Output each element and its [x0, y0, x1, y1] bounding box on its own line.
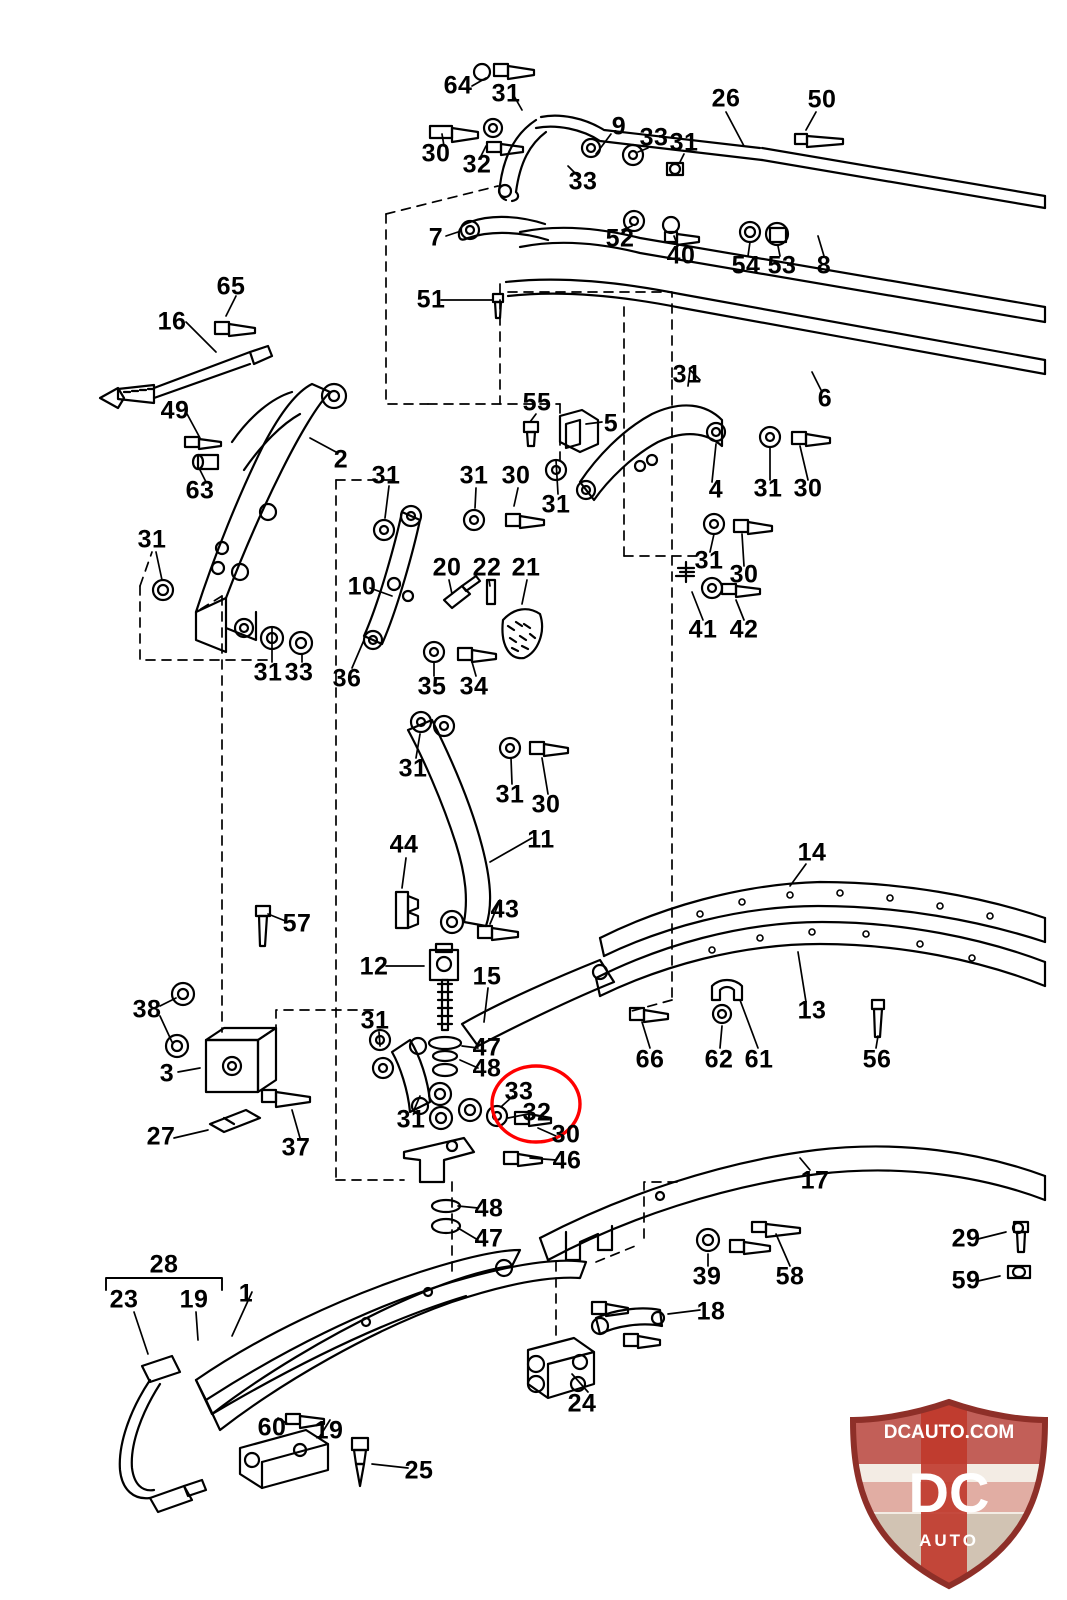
callout-42-41: 42 [729, 615, 759, 644]
callout-31-27: 31 [459, 461, 489, 490]
callout-56-65: 56 [862, 1045, 892, 1074]
callout-31-59: 31 [360, 1006, 390, 1035]
callout-58-79: 58 [775, 1262, 805, 1291]
callout-31-20: 31 [672, 360, 702, 389]
callout-39-78: 39 [692, 1262, 722, 1291]
callout-31-26: 31 [371, 461, 401, 490]
callout-36-44: 36 [332, 664, 362, 693]
callout-14-51: 14 [797, 838, 827, 867]
callout-31-35: 31 [137, 525, 167, 554]
watermark-brand-sub: AUTO [919, 1531, 979, 1550]
callout-54-13: 54 [731, 251, 761, 280]
callout-18-85: 18 [696, 1297, 726, 1326]
callout-31-6: 31 [669, 128, 699, 157]
callout-52-11: 52 [605, 224, 635, 253]
callout-57-54: 57 [282, 909, 312, 938]
callout-48-61: 48 [472, 1054, 502, 1083]
callout-29-77: 29 [951, 1224, 981, 1253]
callout-33-67: 33 [504, 1077, 534, 1106]
callout-33-9: 33 [568, 167, 598, 196]
callout-63-24: 63 [185, 476, 215, 505]
callout-30-32: 30 [793, 474, 823, 503]
callout-47-76: 47 [474, 1224, 504, 1253]
callout-50-3: 50 [807, 85, 837, 114]
callout-2-25: 2 [333, 445, 349, 474]
callout-31-33: 31 [694, 546, 724, 575]
callout-19-88: 19 [314, 1416, 344, 1445]
callout-65-16: 65 [216, 272, 246, 301]
dcauto-watermark [839, 1394, 1059, 1594]
callout-46-71: 46 [552, 1146, 582, 1175]
callout-13-57: 13 [797, 996, 827, 1025]
callout-23-82: 23 [109, 1285, 139, 1314]
watermark-brand-top: DCAUTO.COM [883, 1422, 1015, 1443]
callout-8-15: 8 [816, 251, 832, 280]
callout-61-64: 61 [744, 1045, 774, 1074]
callout-44-52: 44 [389, 830, 419, 859]
callout-24-86: 24 [567, 1389, 597, 1418]
callout-28-81: 28 [149, 1250, 179, 1279]
callout-48-75: 48 [474, 1194, 504, 1223]
callout-30-28: 30 [501, 461, 531, 490]
callout-53-14: 53 [767, 251, 797, 280]
callout-55-22: 55 [522, 388, 552, 417]
callout-32-8: 32 [462, 150, 492, 179]
callout-31-1: 31 [491, 79, 521, 108]
callout-19-83: 19 [179, 1285, 209, 1314]
callout-20-37: 20 [432, 553, 462, 582]
callout-31-42: 31 [253, 658, 283, 687]
callout-30-49: 30 [531, 790, 561, 819]
callout-3-66: 3 [159, 1059, 175, 1088]
callout-27-72: 27 [146, 1122, 176, 1151]
callout-15-56: 15 [472, 962, 502, 991]
callout-30-7: 30 [421, 139, 451, 168]
callout-40-12: 40 [666, 241, 696, 270]
callout-35-45: 35 [417, 672, 447, 701]
callout-7-10: 7 [428, 223, 444, 252]
callout-31-31: 31 [753, 474, 783, 503]
callout-31-70: 31 [396, 1105, 426, 1134]
callout-59-80: 59 [951, 1266, 981, 1295]
callout-17-74: 17 [800, 1166, 830, 1195]
callout-10-36: 10 [347, 572, 377, 601]
callout-64-0: 64 [443, 71, 473, 100]
callout-12-55: 12 [359, 952, 389, 981]
callout-30-69: 30 [551, 1120, 581, 1149]
callout-4-30: 4 [708, 475, 724, 504]
callout-41-40: 41 [688, 615, 718, 644]
callout-16-18: 16 [157, 307, 187, 336]
callout-60-87: 60 [257, 1413, 287, 1442]
callout-11-50: 11 [527, 825, 555, 854]
callout-33-5: 33 [639, 123, 669, 152]
callout-22-38: 22 [472, 553, 502, 582]
callout-21-39: 21 [511, 553, 541, 582]
callout-34-46: 34 [459, 672, 489, 701]
callout-25-89: 25 [404, 1456, 434, 1485]
callout-31-47: 31 [398, 754, 428, 783]
callout-26-2: 26 [711, 84, 741, 113]
watermark-brand-main: DC [908, 1461, 990, 1524]
callout-32-68: 32 [522, 1098, 552, 1127]
callout-49-21: 49 [160, 396, 190, 425]
callout-9-4: 9 [611, 112, 627, 141]
callout-66-62: 66 [635, 1045, 665, 1074]
callout-38-58: 38 [132, 995, 162, 1024]
callout-31-29: 31 [541, 490, 571, 519]
callout-30-34: 30 [729, 560, 759, 589]
callout-47-60: 47 [472, 1033, 502, 1062]
callout-43-53: 43 [490, 895, 520, 924]
callout-1-84: 1 [238, 1279, 254, 1308]
callout-6-19: 6 [817, 384, 833, 413]
callout-62-63: 62 [704, 1045, 734, 1074]
callout-51-17: 51 [416, 285, 446, 314]
callout-5-23: 5 [603, 409, 619, 438]
callout-37-73: 37 [281, 1133, 311, 1162]
callout-33-43: 33 [284, 658, 314, 687]
callout-31-48: 31 [495, 780, 525, 809]
